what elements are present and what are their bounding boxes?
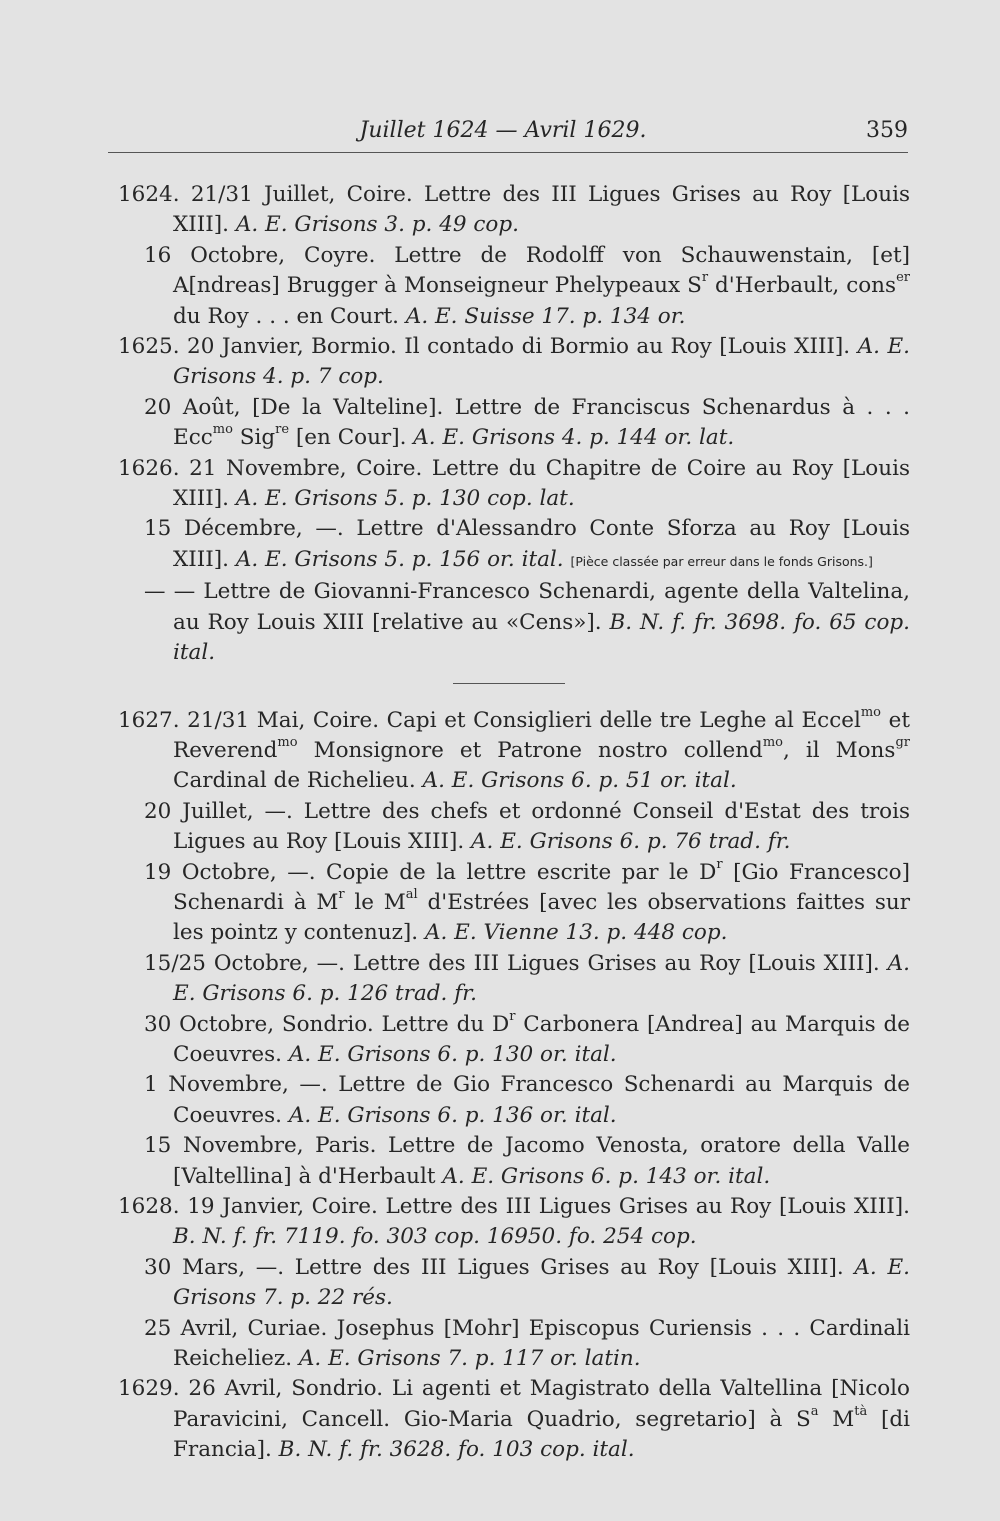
entry-e10 (118, 858, 910, 949)
entry-text: 30 Mars, —. Lettre des III Ligues Grises au Roy [Louis XIII]. (144, 1254, 855, 1280)
entry-e3 (118, 332, 910, 393)
entry-e4 (118, 393, 910, 454)
entry-text: 20 Août, [De la Valteline]. Lettre de Franciscus Schenardus à . . . Ecc (144, 394, 910, 451)
superscript: al (405, 886, 418, 902)
entry-text: le M (344, 889, 406, 915)
entry-text: M (818, 1406, 855, 1432)
entry-e8 (118, 706, 910, 797)
entry-text: 26 Avril, Sondrio. Li agenti et Magistrato della Valtellina [Nicolo Paravicini, Cancell. Gio-Maria Quadrio, segretario] à S (173, 1376, 910, 1432)
archive-reference: B. N. f. fr. 7119. fo. 303 cop. 16950. fo. 254 cop. (173, 1224, 697, 1250)
entry-e2 (118, 241, 910, 332)
archive-reference: B. N. f. fr. 3698. fo. 65 cop. ital. (173, 609, 910, 666)
archive-reference: A. E. Grisons 5. p. 130 cop. lat. (235, 486, 575, 512)
entry-text: Carbonera [Andrea] au Marquis de Coeuvres. (173, 1011, 910, 1067)
entry-e11 (118, 949, 910, 1010)
entry-text (564, 547, 571, 572)
superscript: r (716, 856, 723, 872)
archive-reference: A. E. Grisons 6. p. 51 or. ital. (422, 768, 737, 794)
entry-year: 1629. (118, 1376, 180, 1402)
entry-text: , il Mons (782, 737, 896, 763)
archive-reference: A. E. Grisons 6. p. 143 or. ital. (442, 1163, 771, 1189)
page-number: 359 (866, 118, 908, 143)
entry-text: 1 Novembre, —. Lettre de Gio Francesco Schenardi au Marquis de Coeuvres. (144, 1072, 910, 1128)
entry-e13 (118, 1070, 910, 1131)
entry-e9 (118, 797, 910, 858)
entry-year: 1626. (118, 455, 180, 481)
archive-reference: A. E. Grisons 3. p. 49 cop. (235, 212, 519, 238)
superscript: mo (277, 734, 298, 750)
superscript: mo (762, 734, 783, 750)
entry-text: 15/25 Octobre, —. Lettre des III Ligues Grises au Roy [Louis XIII]. (144, 950, 888, 976)
entries-list (118, 180, 910, 1466)
superscript: er (896, 270, 910, 286)
entry-text: d'Herbault, cons (708, 273, 897, 299)
entry-text: — — Lettre de Giovanni-Francesco Schenardi, agente della Valtelina, au Roy Louis XIII [relative au «Cens»]. (144, 579, 910, 635)
entry-year: 1627. (118, 707, 180, 733)
archive-reference: B. N. f. fr. 3628. fo. 103 cop. ital. (278, 1437, 635, 1463)
archive-reference: A. E. Grisons 7. p. 22 rés. (173, 1254, 910, 1311)
archive-reference: A. E. Grisons 5. p. 156 or. ital. (235, 546, 564, 572)
superscript: gr (895, 734, 910, 750)
entry-e1 (118, 180, 910, 241)
entry-text: et Reverend (173, 707, 910, 763)
entry-text: 21/31 Juillet, Coire. Lettre des III Ligues Grises au Roy [Louis XIII]. (173, 182, 910, 238)
superscript: mo (212, 422, 233, 438)
archive-reference: A. E. Vienne 13. p. 448 cop. (424, 920, 728, 946)
entry-text: d'Estrées [avec les observations faittes sur les pointz y contenuz]. (173, 889, 910, 946)
running-head (108, 118, 908, 153)
editor-note: [Pièce classée par erreur dans le fonds Grisons.] (570, 553, 873, 569)
archive-reference: A. E. Grisons 6. p. 130 or. ital. (288, 1041, 617, 1067)
archive-reference: A. E. Grisons 6. p. 126 trad. fr. (173, 950, 910, 1007)
superscript: r (509, 1008, 516, 1024)
archive-reference: A. E. Grisons 6. p. 76 trad. fr. (471, 829, 791, 855)
entry-text: Monsignore et Patrone nostro collend (297, 737, 763, 763)
superscript: r (338, 886, 345, 902)
superscript: re (275, 422, 290, 438)
superscript: r (701, 270, 709, 286)
entry-e17 (118, 1314, 910, 1375)
entry-text: 21/31 Mai, Coire. Capi et Consiglieri delle tre Leghe al Eccel (179, 707, 861, 733)
entry-text: 15 Décembre, —. Lettre d'Alessandro Conte Sforza au Roy [Louis XIII]. (144, 516, 910, 572)
entry-text: Cardinal de Richelieu. (173, 768, 423, 794)
entry-year: 1624. (118, 182, 180, 207)
entry-text: 19 Janvier, Coire. Lettre des III Ligues Grises au Roy [Louis XIII]. (179, 1194, 910, 1219)
entry-e18 (118, 1374, 910, 1465)
entry-e5 (118, 454, 910, 515)
entry-e15 (118, 1192, 910, 1253)
archive-reference: A. E. Grisons 7. p. 117 or. latin. (298, 1346, 641, 1372)
superscript: tà (854, 1403, 868, 1419)
entry-e7 (118, 577, 910, 668)
entry-text: 25 Avril, Curiae. Josephus [Mohr] Episcopus Curiensis . . . Cardinali Reicheliez. (144, 1315, 910, 1372)
entry-text: du Roy . . . en Court. (173, 303, 406, 329)
superscript: a (810, 1403, 819, 1419)
section-separator (453, 683, 565, 684)
entry-year: 1625. (118, 334, 180, 360)
entry-e14 (118, 1131, 910, 1192)
entry-text: 16 Octobre, Coyre. Lettre de Rodolff von Schauwenstain, [et] A[ndreas] Brugger à Monseigneur Phelypeaux S (144, 242, 910, 299)
entry-e12 (118, 1010, 910, 1071)
entry-text: 30 Octobre, Sondrio. Lettre du D (144, 1011, 510, 1037)
archive-reference: A. E. Grisons 4. p. 7 cop. (173, 334, 910, 390)
entry-text: [en Cour]. (289, 425, 414, 451)
entry-text: [di Francia]. (173, 1406, 910, 1463)
entry-year: 1628. (118, 1194, 180, 1219)
entry-text: 15 Novembre, Paris. Lettre de Jacomo Venosta, oratore della Valle [Valtellina] à d'Herbault (144, 1133, 910, 1189)
archive-reference: A. E. Grisons 6. p. 136 or. ital. (288, 1102, 617, 1128)
entry-text: Sig (232, 425, 276, 451)
entry-text: 19 Octobre, —. Copie de la lettre escrite par le D (144, 859, 717, 885)
entry-text: 20 Juillet, —. Lettre des chefs et ordonné Conseil d'Estat des trois Ligues au Roy [Louis XIII]. (144, 798, 910, 855)
running-title: Juillet 1624 — Avril 1629. (359, 118, 647, 143)
entry-text: 21 Novembre, Coire. Lettre du Chapitre de Coire au Roy [Louis XIII]. (173, 455, 910, 512)
archive-reference: A. E. Suisse 17. p. 134 or. (405, 303, 686, 329)
archive-reference: A. E. Grisons 4. p. 144 or. lat. (413, 425, 735, 451)
entry-text: 20 Janvier, Bormio. Il contado di Bormio au Roy [Louis XIII]. (179, 334, 858, 360)
entry-text: [Gio Francesco] Schenardi à M (173, 859, 910, 915)
entry-e6 (118, 514, 910, 577)
entry-e16 (118, 1253, 910, 1314)
superscript: mo (860, 704, 881, 720)
